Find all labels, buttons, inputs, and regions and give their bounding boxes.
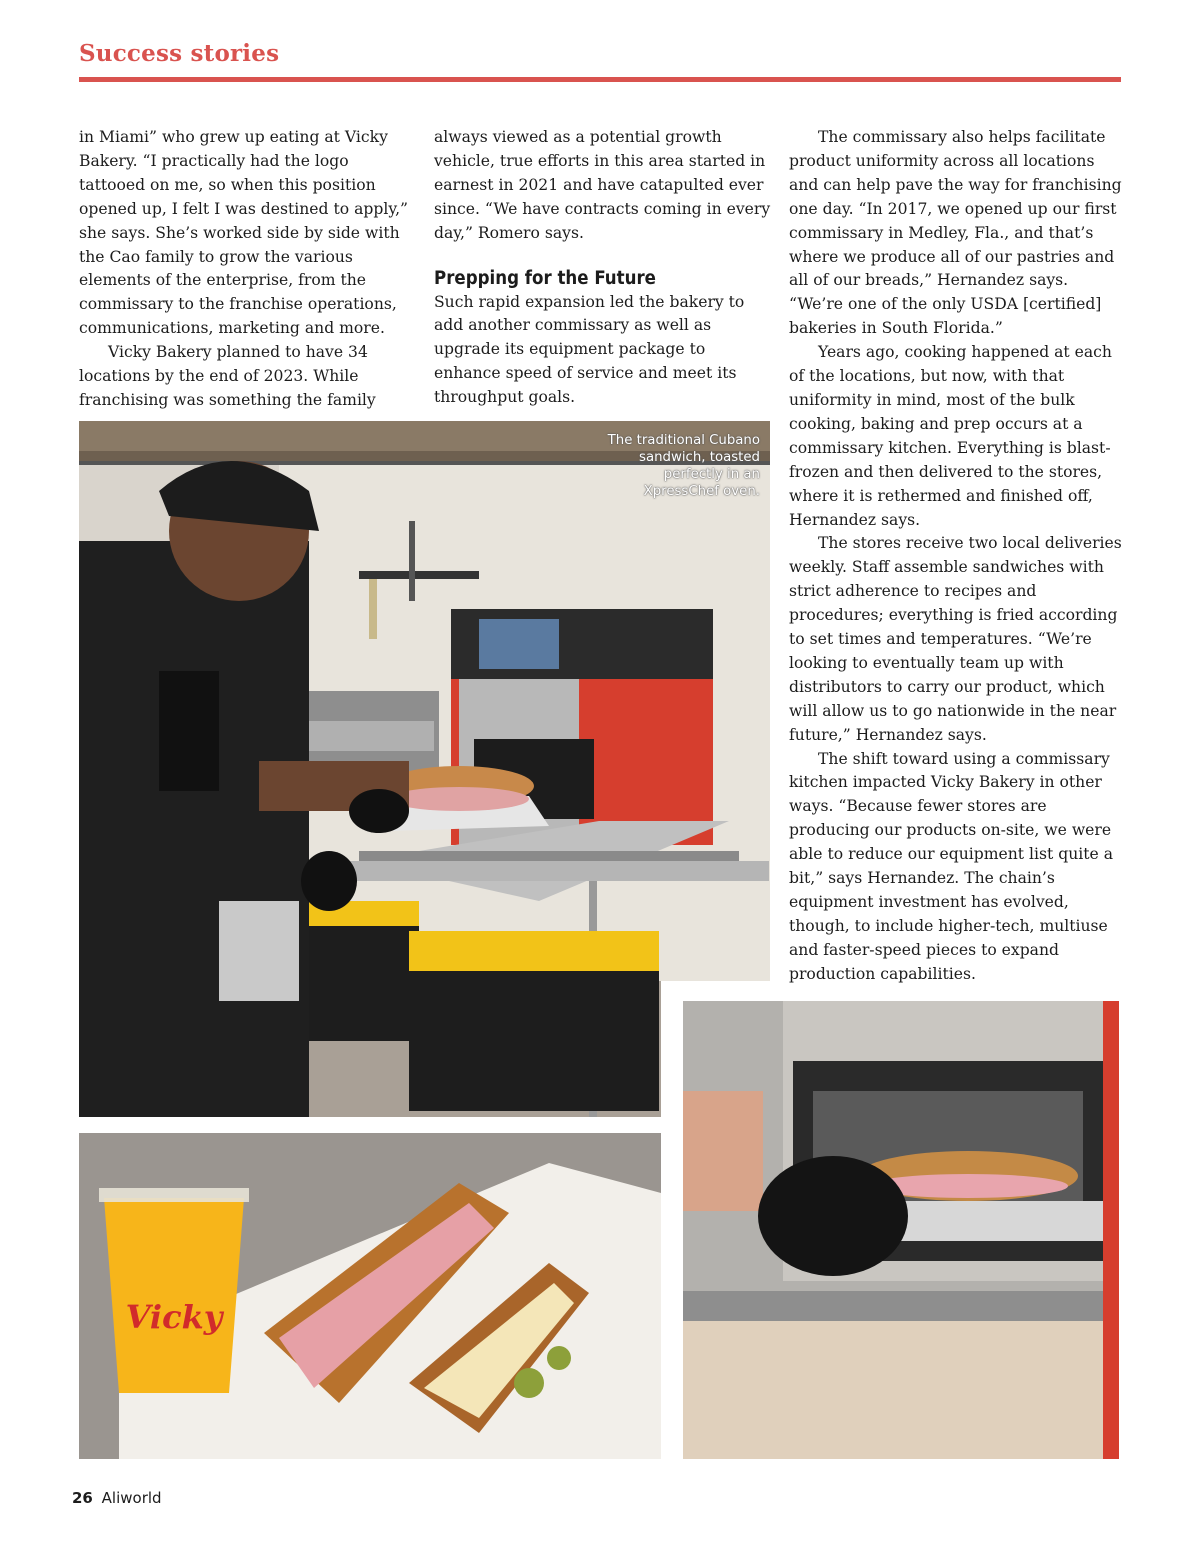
article-column-1: [79, 126, 414, 413]
cup-logo: Vicky: [125, 1298, 223, 1336]
publication-name: Aliworld: [101, 1489, 162, 1507]
paragraph: The stores receive two local deliveries weekly. Staff assemble sandwiches with strict adherence to recipes and procedures; everything is fried according to set times and temperatures. “We’re looking to eventually team up with distributors to carry our product, which will allow us to go nationwide in the near future,” Hernandez says.: [789, 534, 1122, 744]
paragraph: Such rapid expansion led the bakery to add another commissary as well as upgrade its equipment package to enhance speed of service and meet its throughput goals.: [434, 292, 745, 407]
article-column-3: [789, 126, 1124, 987]
section-title: Success stories: [79, 40, 280, 67]
paragraph: Vicky Bakery planned to have 34 locations by the end of 2023. While franchising was something the family: [79, 343, 376, 409]
photo-caption: The traditional Cubano sandwich, toasted perfectly in an XpressChef oven.: [607, 433, 760, 499]
paragraph: The shift toward using a commissary kitchen impacted Vicky Bakery in other ways. “Because fewer stores are producing our products on-site, we were able to reduce our equipment list quite a bit,” says Hernandez. The chain’s equipment investment has evolved, though, to include higher-tech, multiuse and faster-speed pieces to expand production capabilities.: [789, 749, 1113, 983]
header-rule: [79, 77, 1121, 82]
paragraph: always viewed as a potential growth vehicle, true efforts in this area started in earnest in 2021 and have catapulted ever since. “We have contracts coming in every day,” Romero says.: [434, 128, 771, 242]
page-number: 26: [72, 1489, 93, 1507]
section-subheading: Prepping for the Future: [434, 267, 656, 289]
photo-oven-closeup: [683, 1001, 1119, 1459]
paragraph: The commissary also helps facilitate product uniformity across all locations and can help pave the way for franchising one day. “In 2017, we opened up our first commissary in Medley, Fla., and that’s where we produce all of our pastries and all of our breads,” Hernandez says. “We’re one of the only USDA [certified] bakeries in South Florida.”: [789, 128, 1122, 338]
paragraph: Years ago, cooking happened at each of the locations, but now, with that uniformity in mind, most of the bulk cooking, baking and prep occurs at a commissary kitchen. Everything is blast-frozen and then delivered to the stores, where it is rethermed and finished off, Hernandez says.: [789, 343, 1112, 529]
article-column-2: [434, 126, 774, 410]
paragraph: in Miami” who grew up eating at Vicky Bakery. “I practically had the logo tattooed on me, so when this position opened up, I felt I was destined to apply,” she says. She’s worked side by side with the Cao family to grow the various elements of the enterprise, from the commissary to the franchise operations, communications, marketing and more.: [79, 128, 408, 338]
page-footer: [72, 1489, 162, 1507]
photo-cubano-sandwich: [79, 1133, 661, 1459]
